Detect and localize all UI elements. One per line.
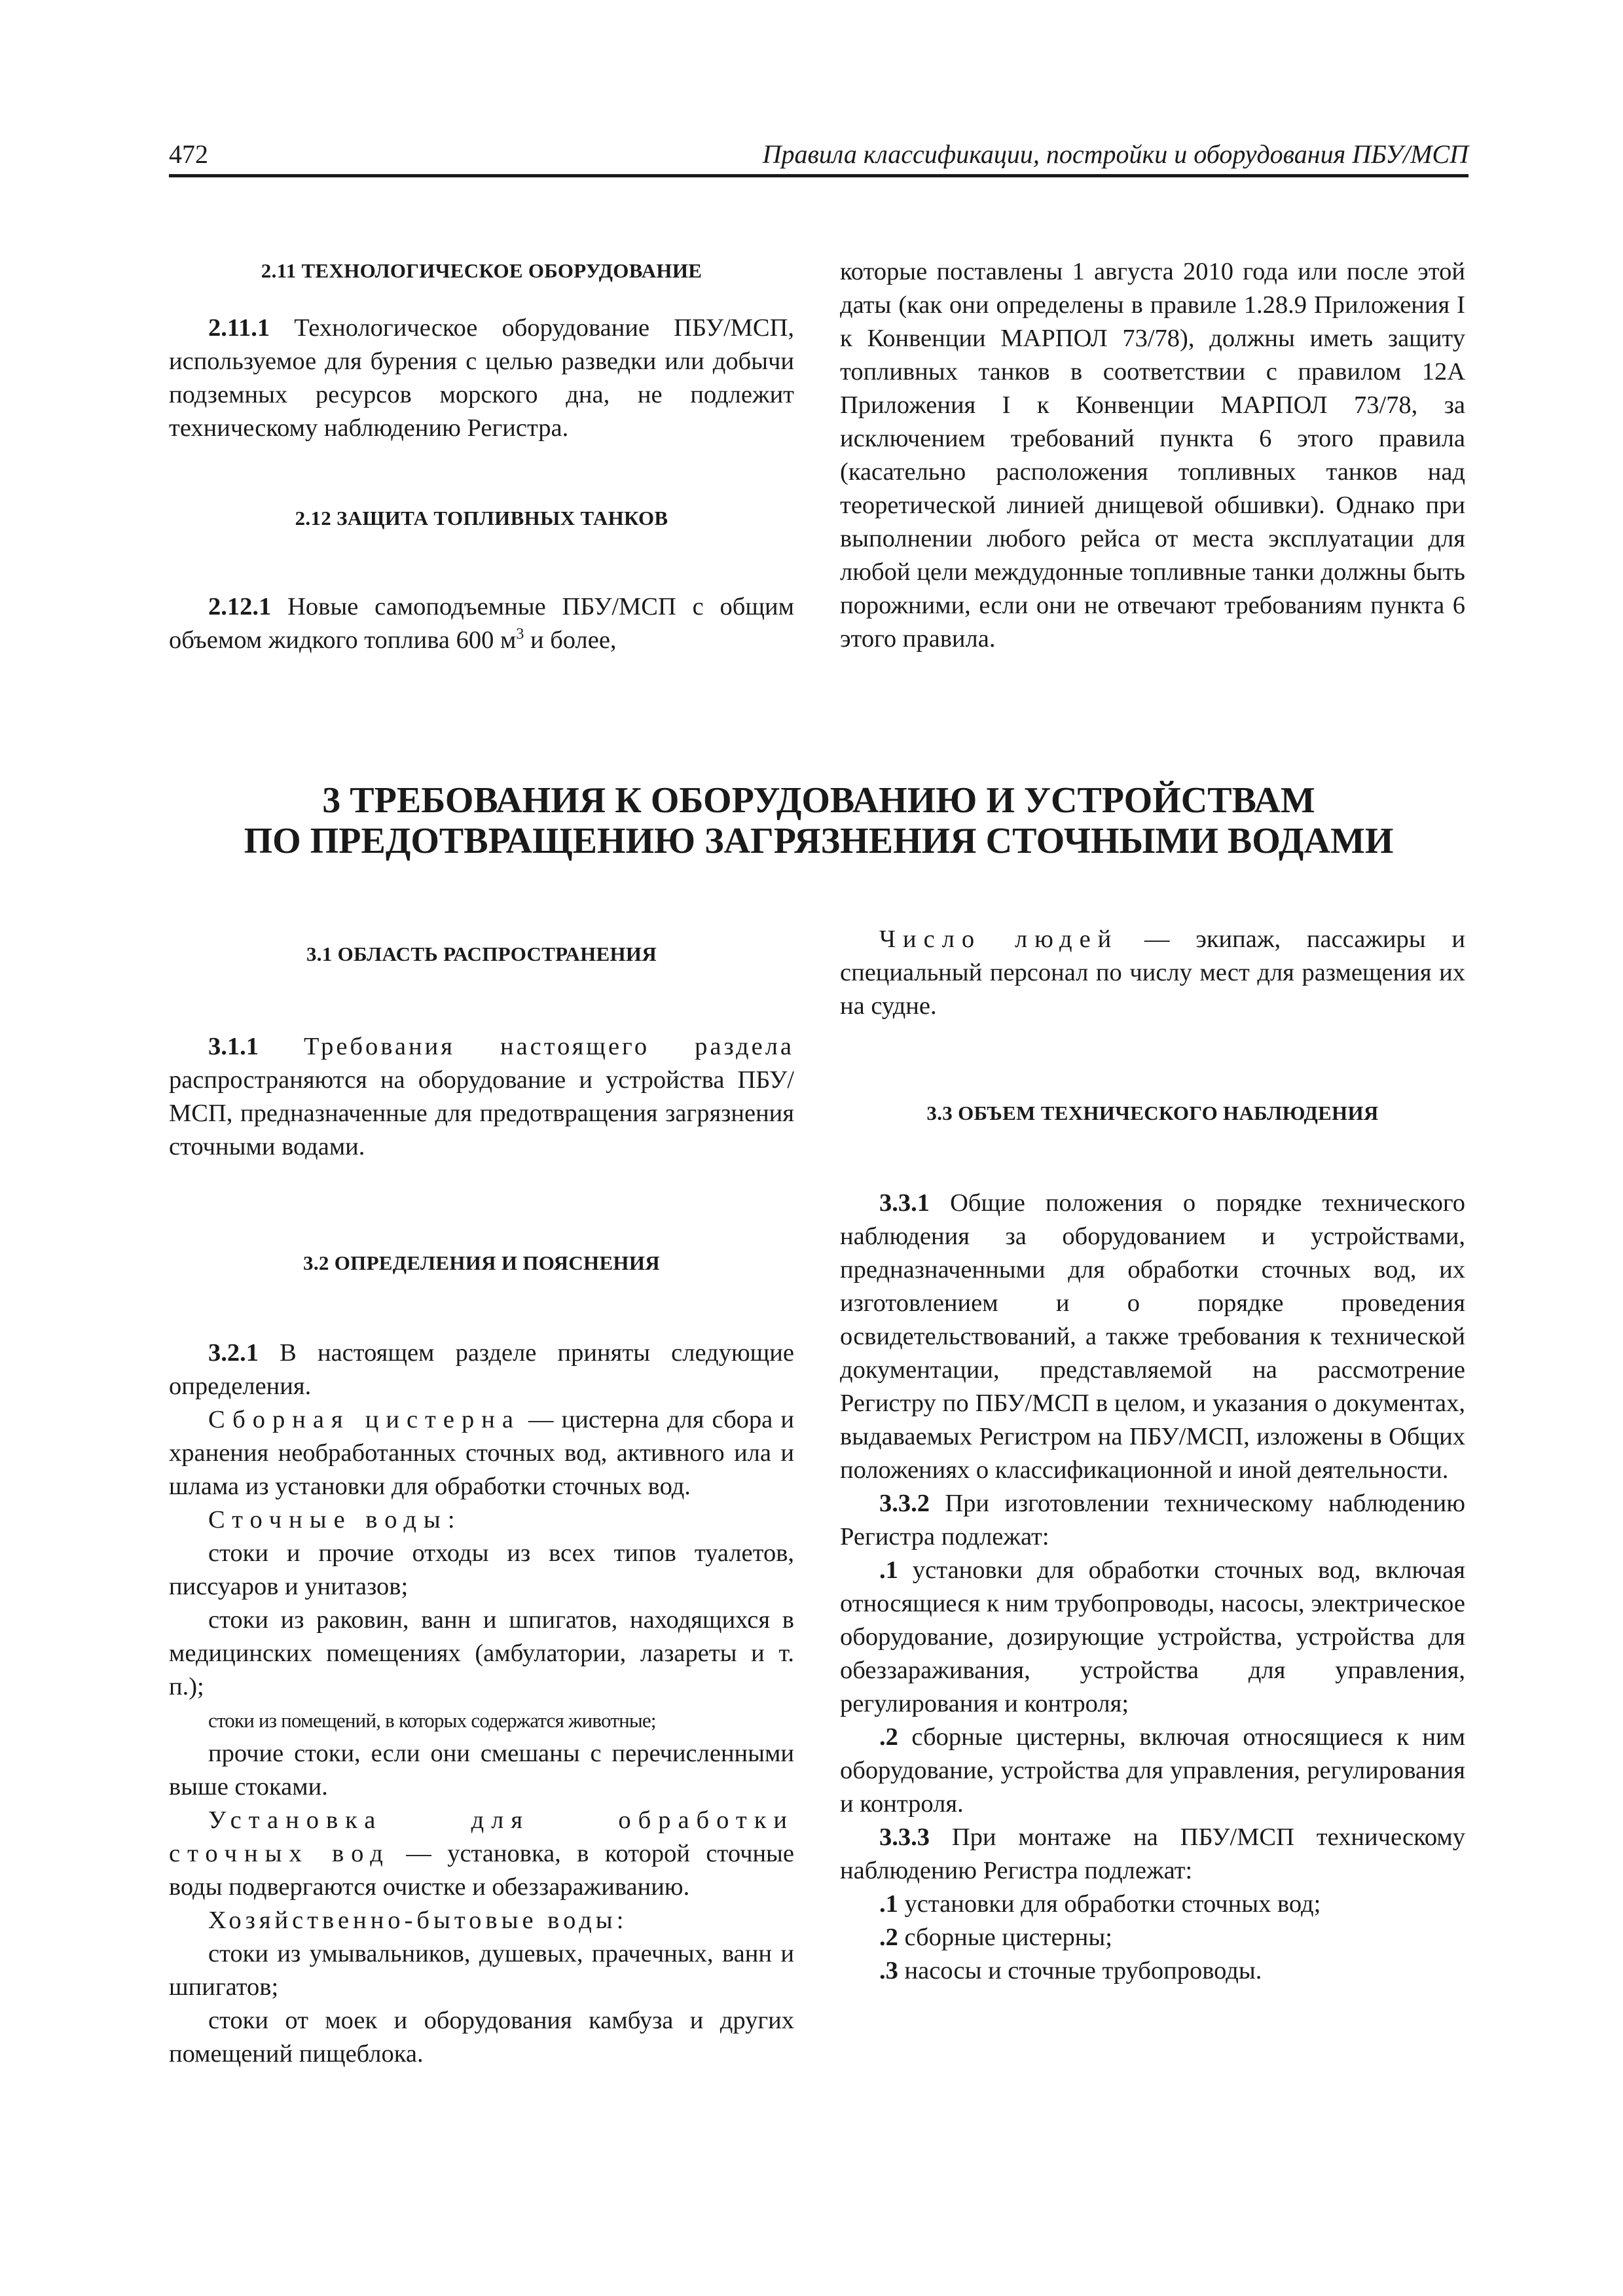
section-heading-3-1: 3.1 ОБЛАСТЬ РАСПРОСТРАНЕНИЯ [306, 942, 657, 965]
term-colon: : [447, 1506, 455, 1534]
term: Сточные воды [208, 1506, 448, 1534]
sewage-item-2: стоки из раковин, ванн и шпигатов, находящихся в медицинских помещениях (амбулатории, лазареты и т. п.); [169, 1606, 794, 1700]
paragraph-2-12-1 [169, 590, 794, 657]
definition-number-of-persons [840, 923, 1465, 1023]
item-text: установки для обработки сточных вод; [898, 1890, 1321, 1918]
column-bottom-left [169, 923, 794, 2071]
sewage-item-4: прочие стоки, если они смешаны с перечисленными выше стоками. [169, 1740, 794, 1801]
term: Число людей [879, 925, 1119, 953]
running-title: Правила классификации, постройки и оборудования ПБУ/МСП [762, 139, 1468, 169]
item-number: .1 [879, 1890, 898, 1918]
header-rule [169, 174, 1468, 177]
grey-water-item-1: стоки из умывальников, душевых, прачечных, ванн и шпигатов; [169, 1940, 794, 2001]
definition-text: — установка, в которой сточные воды подвергаются очистке и обеззараживанию. [169, 1840, 795, 1901]
term: Установка для обработки сточных вод [169, 1806, 794, 1867]
clause-text: и более, [524, 626, 617, 654]
column-top-left [169, 255, 794, 657]
clause-text: В настоящем разделе приняты следующие определения. [169, 1339, 794, 1400]
chapter-title-line-1: 3 ТРЕБОВАНИЯ К ОБОРУДОВАНИЮ И УСТРОЙСТВАМ [322, 780, 1315, 821]
sewage-item-1: стоки и прочие отходы из всех типов туалетов, писсуаров и унитазов; [169, 1539, 794, 1600]
chapter-title [169, 780, 1468, 861]
definition-sewage [169, 1503, 794, 1537]
paragraph-2-11-1 [169, 312, 794, 445]
clause-number: 3.1.1 [208, 1033, 259, 1060]
paragraph-3-3-1 [840, 1187, 1465, 1487]
paragraph-3-1-1 [169, 1030, 794, 1164]
clause-number: 3.3.3 [879, 1823, 930, 1851]
clause-text: При монтаже на ПБУ/МСП техническому наблюдению Регистра подлежат: [840, 1823, 1465, 1884]
definition-collecting-tank [169, 1403, 794, 1503]
list-item-3-3-2-2 [840, 1721, 1465, 1821]
column-bottom-right [840, 923, 1465, 1988]
grey-water-item-2: стоки от моек и оборудования камбуза и других помещений пищеблока. [169, 2007, 794, 2068]
definition-text: — цистерна для сбора и хранения необработанных сточных вод, активного ила и шлама из установки для обработки сточных вод. [169, 1406, 794, 1500]
clause-text-spaced: Требования настоящего раздела [259, 1033, 794, 1060]
superscript: 3 [516, 626, 524, 643]
item-number: .2 [879, 1924, 898, 1951]
item-text: сборные цистерны; [898, 1924, 1112, 1951]
clause-number: 2.12.1 [208, 593, 272, 620]
paragraph-3-3-2 [840, 1487, 1465, 1554]
section-heading-3-2: 3.2 ОПРЕДЕЛЕНИЯ И ПОЯСНЕНИЯ [303, 1251, 660, 1274]
clause-number: 2.11.1 [208, 314, 270, 342]
clause-number: 3.3.2 [879, 1490, 930, 1517]
term: Сборная цистерна [208, 1406, 520, 1433]
page-number: 472 [169, 139, 208, 169]
section-heading-2-12: 2.12 ЗАЩИТА ТОПЛИВНЫХ ТАНКОВ [295, 507, 668, 529]
definition-grey-water [169, 1904, 794, 1937]
chapter-title-line-2: ПО ПРЕДОТВРАЩЕНИЮ ЗАГРЯЗНЕНИЯ СТОЧНЫМИ ВОДАМИ [244, 821, 1394, 861]
section-heading-3-3: 3.3 ОБЪЕМ ТЕХНИЧЕСКОГО НАБЛЮДЕНИЯ [926, 1102, 1379, 1124]
list-item-3-3-3-3 [840, 1954, 1465, 1988]
clause-text: Общие положения о порядке технического наблюдения за оборудованием и устройствами, предназначенными для обработки сточных вод, их изготовлением и о порядке проведения освидетельствований, а также требования к технической документации, представляемой на рассмотрение Регистру по ПБУ/МСП в целом, и указания о документах, выдаваемых Регистром на ПБУ/МСП, изложены в Общих положениях о классификационной и иной деятельности. [840, 1189, 1465, 1484]
item-number: .1 [879, 1556, 898, 1584]
paragraph-3-3-3 [840, 1821, 1465, 1888]
clause-number: 3.2.1 [208, 1339, 259, 1367]
item-text: сборные цистерны, включая относящиеся к ним оборудование, устройства для управления, регулирования и контроля. [840, 1723, 1465, 1818]
list-item-3-3-3-2 [840, 1921, 1465, 1954]
section-heading-2-11: 2.11 ТЕХНОЛОГИЧЕСКОЕ ОБОРУДОВАНИЕ [261, 259, 702, 282]
clause-text: распространяются на оборудование и устройства ПБУ/МСП, предназначенные для предотвращения загрязнения сточными водами. [169, 1066, 794, 1160]
term: Хозяйственно-бытовые воды [208, 1907, 617, 1934]
paragraph-2-12-1-continued: которые поставлены 1 августа 2010 года или после этой даты (как они определены в правиле 1.28.9 Приложения I к Конвенции МАРПОЛ 73/78), должны иметь защиту топливных танков в соответствии с правилом 12А Приложения I к Конвенции МАРПОЛ 73/78, за исключением требований пункта 6 этого правила (касательно расположения топливных танков над теоретической линией днищевой обшивки). Однако при выполнении любого рейса от места эксплуатации для любой цели междудонные топливные танки должны быть порожними, если они не отвечают требованиям пункта 6 этого правила. [840, 258, 1465, 653]
paragraph-3-2-1 [169, 1336, 794, 1403]
item-text: насосы и сточные трубопроводы. [898, 1957, 1262, 1984]
sewage-item-3: стоки из помещений, в которых содержатся животные; [208, 1709, 656, 1732]
clause-text: Технологическое оборудование ПБУ/МСП, используемое для бурения с целью разведки или добычи подземных ресурсов морского дна, не подлежит техническому наблюдению Регистра. [169, 314, 794, 442]
list-item-3-3-2-1 [840, 1554, 1465, 1721]
item-text: установки для обработки сточных вод, включая относящиеся к ним трубопроводы, насосы, электрическое оборудование, дозирующие устройства, устройства для обеззараживания, устройства для управления, регулирования и контроля; [840, 1556, 1465, 1717]
item-number: .3 [879, 1957, 898, 1984]
clause-number: 3.3.1 [879, 1189, 930, 1217]
term-colon: : [616, 1907, 624, 1934]
list-item-3-3-3-1 [840, 1888, 1465, 1921]
clause-text: Новые самоподъемные ПБУ/МСП с общим объемом жидкого топлива 600 м [169, 593, 794, 654]
column-top-right [840, 255, 1465, 656]
definition-text: — экипаж, пассажиры и специальный персонал по числу мест для размещения их на судне. [840, 925, 1465, 1020]
definition-treatment-plant [169, 1804, 794, 1904]
item-number: .2 [879, 1723, 898, 1751]
clause-text: При изготовлении техническому наблюдению Регистра подлежат: [840, 1490, 1465, 1551]
